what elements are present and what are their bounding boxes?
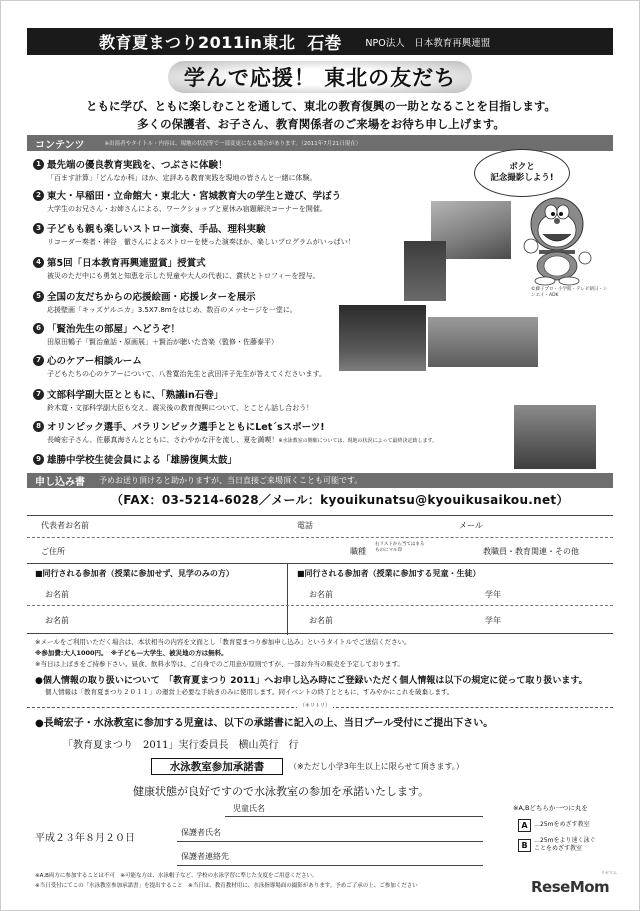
student-section-head: ■同行される参加者（授業に参加する児童・生徒） xyxy=(297,569,481,578)
event-title: 教育夏まつり2011in東北 xyxy=(99,33,296,52)
contact-info: （FAX：03-5214-6028／メール：kyouikunatsu@kyouikusaikou.net） xyxy=(111,493,569,507)
mascot-copyright: ©藤子プロ・小学館・テレビ朝日・シンエイ・ADK xyxy=(531,287,608,298)
form-top-border xyxy=(27,515,613,516)
slogan-banner: 学んで応援！ 東北の友だち xyxy=(168,61,472,93)
guardian-contact-label: 保護者連絡先 xyxy=(181,852,229,861)
consent-form-title: 水泳教室参加承諾書 xyxy=(151,758,283,775)
number-badge: 2 xyxy=(33,190,44,201)
footer-note: ※当日受付にてこの「水泳教室参加承諾書」を提出すること ※当日は、教育教材用に、水泳指導場面の撮影があります。予めご了承の上、ご参加ください xyxy=(35,883,418,889)
contents-label: コンテンツ xyxy=(35,139,85,151)
option-b-line: …25mをより速く泳ぐ xyxy=(534,837,596,844)
number-badge: 1 xyxy=(33,159,44,170)
application-bar xyxy=(27,473,613,488)
address-label: ご住所 xyxy=(41,547,65,556)
content-item xyxy=(33,419,513,445)
silhouette-photo xyxy=(339,305,426,371)
content-item xyxy=(33,221,423,247)
observer-name-label: お名前 xyxy=(45,590,69,599)
form-column-divider xyxy=(287,563,288,635)
item-desc: 応援壁画「キッズゲルニカ」3.5X7.8mをはじめ、数百のメッセージを一堂に。 xyxy=(47,306,297,314)
observer-name-label: お名前 xyxy=(45,616,69,625)
choice-instruction: ※A,Bどちらか一つに丸を xyxy=(513,804,588,812)
item-title: 心のケアー相談ルーム xyxy=(47,356,142,367)
item-desc: リコーダー奏者・神谷 徹さんによるストローを使った演奏ほか、楽しいプログラムがいっぱい！ xyxy=(47,238,355,246)
item-title: オリンピック選手、パラリンピック選手とともにLet´sスポーツ! xyxy=(47,422,325,433)
speech-line: ボクと xyxy=(509,162,535,173)
form-divider xyxy=(27,605,613,606)
mascot-robot-icon xyxy=(509,194,605,286)
item-title: 最先端の優良教育実践を、つぶさに体験！ xyxy=(47,160,228,171)
item-desc: 長崎宏子さん、佐藤真海さんとともに、さわやかな汗を流し、夏を満喫！ xyxy=(47,436,279,444)
application-note: 予めお送り頂けると助かりますが、当日直接ご来場頂くことも可能です。 xyxy=(99,476,363,485)
student-grade-label: 学年 xyxy=(485,616,501,625)
intro-line: 多くの保護者、お子さん、教育関係者のご来場をお待ち申し上げます。 xyxy=(137,117,505,131)
content-item xyxy=(33,188,423,214)
classroom-photo xyxy=(514,405,596,469)
privacy-title: ●個人情報の取り扱いについて 「教育夏まつり 2011」へお申し込み時にご登録いただく個人情報は以下の規定に従って取り扱います。 xyxy=(35,676,588,686)
form-divider xyxy=(27,563,613,564)
intro-line: ともに学び、ともに楽しむことを通して、東北の教育復興の一助となることを目指します。 xyxy=(86,99,556,113)
item-title: 子どもも親も楽しいストロー演奏、手品、理科実験 xyxy=(47,224,266,235)
form-note: ※参加費:大人1000円。 ※子ども―大学生、被災地の方は無料。 xyxy=(35,649,228,657)
contents-note: ※出演者やタイトル・内容は、現地の状況等で一部変更になる場合があります。（2011年7月21日現在） xyxy=(104,141,362,147)
number-badge: 7 xyxy=(33,355,44,366)
speech-line: 記念撮影しよう! xyxy=(490,173,554,183)
form-bottom-border xyxy=(27,633,613,634)
number-badge: 7 xyxy=(33,389,44,400)
option-a-box[interactable]: A xyxy=(518,819,531,832)
privacy-desc: 個人情報は「教育夏まつり２０１１」の運営上必要な手続きのみに使用します。同イベントの終了とともに、すみやかにこれを破棄します。 xyxy=(45,688,454,696)
cut-label: （キリトリ） xyxy=(297,702,333,709)
phone-label: 電話 xyxy=(297,521,313,530)
item-title: 文部科学副大臣とともに、「熟議in石巻」 xyxy=(47,390,224,401)
swimming-pool-photo xyxy=(428,317,538,367)
content-item xyxy=(33,452,423,466)
item-desc: 鈴木寛・文部科学副大臣も交え、震災後の教育復興について、とことん話し合おう！ xyxy=(47,404,314,412)
item-title: 全国の友だちからの応援絵画・応援レターを展示 xyxy=(47,292,256,303)
item-desc: 子どもたちの心のケアーについて、八巻寛治先生と武田洋子先生が答えてくださいます。 xyxy=(47,370,326,378)
watermark-logo: ReseMom xyxy=(531,878,610,896)
item-desc: 「百ます計算」「どんなか科」ほか、定評ある教育実践を現地の皆さんと一緒に体験。 xyxy=(47,174,317,182)
option-a-label: …25mをめざす教室 xyxy=(534,821,590,828)
item-desc-note: ※水泳教室の開催については、現地の状況によって最終決定致します。 xyxy=(278,438,438,444)
occupation-label: 職種 xyxy=(350,547,366,556)
item-desc: 大学生のお兄さん・お姉さんによる、ワークショップと夏休み宿題解決コーナーを開催。 xyxy=(47,205,327,213)
swim-instruction: ●長崎宏子・水泳教室に参加する児童は、以下の承諾書に記入の上、当日プール受付にご提出下さい。 xyxy=(35,718,494,729)
number-badge: 3 xyxy=(33,223,44,234)
option-b-line: ことをめざす教室 xyxy=(534,845,583,853)
event-city: 石巻 xyxy=(307,34,342,54)
content-item xyxy=(33,157,423,183)
content-item xyxy=(33,387,423,413)
observer-section-head: ■同行される参加者（授業に参加せず、見学のみの方） xyxy=(35,569,234,578)
child-name-label: 児童氏名 xyxy=(233,804,265,813)
number-badge: 9 xyxy=(33,454,44,465)
number-badge: 4 xyxy=(33,257,44,268)
footer-note: ※A,B両方に参加することは不可 ※可能な方は、水泳帽子など、学校の水泳学習に準じた支度をご用意ください。 xyxy=(35,873,318,879)
item-title: 第5回「日本教育再興連盟賞」授賞式 xyxy=(47,258,206,269)
application-label: 申し込み書 xyxy=(35,477,85,488)
form-note: ※当日は上ばきをご持参下さい。昼食、飲料水等は、ご自身でのご用意が原則ですが、一部お弁当の販売を予定しております。 xyxy=(35,660,404,668)
form-divider xyxy=(27,537,613,538)
committee-address: 「教育夏まつり 2011」実行委員長 横山英行 行 xyxy=(63,740,299,751)
item-desc: 被災のただ中にも勇気と知恵を示した児童や大人の代表に、賞状とトロフィーを授与。 xyxy=(47,272,320,280)
student-grade-label: 学年 xyxy=(485,590,501,599)
number-badge: 6 xyxy=(33,323,44,334)
number-badge: 8 xyxy=(33,421,44,432)
consent-statement: 健康状態が良好ですので水泳教室の参加を承諾いたします。 xyxy=(133,785,430,798)
item-title: 雄勝中学校生徒会員による「雄勝復興太鼓」 xyxy=(47,455,238,466)
consent-grade-note: （※ただし小学3年生以上に限らせて頂きます。） xyxy=(289,762,464,771)
organizer: NPO法人 日本教育再興連盟 xyxy=(365,37,491,49)
number-badge: 5 xyxy=(33,291,44,302)
student-name-label: お名前 xyxy=(309,616,333,625)
content-item xyxy=(33,255,423,281)
occupation-hint: 右リストから当てはまるものにマル印 xyxy=(375,542,425,553)
student-name-label: お名前 xyxy=(309,590,333,599)
form-note: ※メールをご利用いただく場合は、本状相当の内容を文面とし「教育夏まつり参加申し込み」というタイトルでご送信ください。 xyxy=(35,638,411,646)
header-bar xyxy=(27,28,613,55)
item-title: 「賢治先生の部屋」へどうぞ！ xyxy=(47,324,181,335)
item-title: 東大・早稲田・立命館大・東北大・宮城教育大の学生と遊び、学ぼう xyxy=(47,191,342,202)
consent-line xyxy=(177,865,483,866)
speech-bubble xyxy=(474,149,570,197)
option-b-label xyxy=(534,837,595,854)
consent-line xyxy=(177,841,483,842)
consent-line xyxy=(225,816,483,817)
consent-date: 平成２３年８月２０日 xyxy=(35,833,135,844)
occupation-options: 教職員・教育関連・その他 xyxy=(483,547,579,556)
watermark-sub: リセマム xyxy=(601,870,617,875)
performer-photo xyxy=(404,241,446,301)
item-desc: 田原田鶴子「賢治童話・原画展」＋賢治が聴いた音楽（監修・佐藤泰平） xyxy=(47,338,278,346)
guardian-name-label: 保護者氏名 xyxy=(181,828,221,837)
rep-name-label: 代表者お名前 xyxy=(41,521,89,530)
email-label: メール xyxy=(459,521,483,530)
option-b-box[interactable]: B xyxy=(518,839,531,852)
